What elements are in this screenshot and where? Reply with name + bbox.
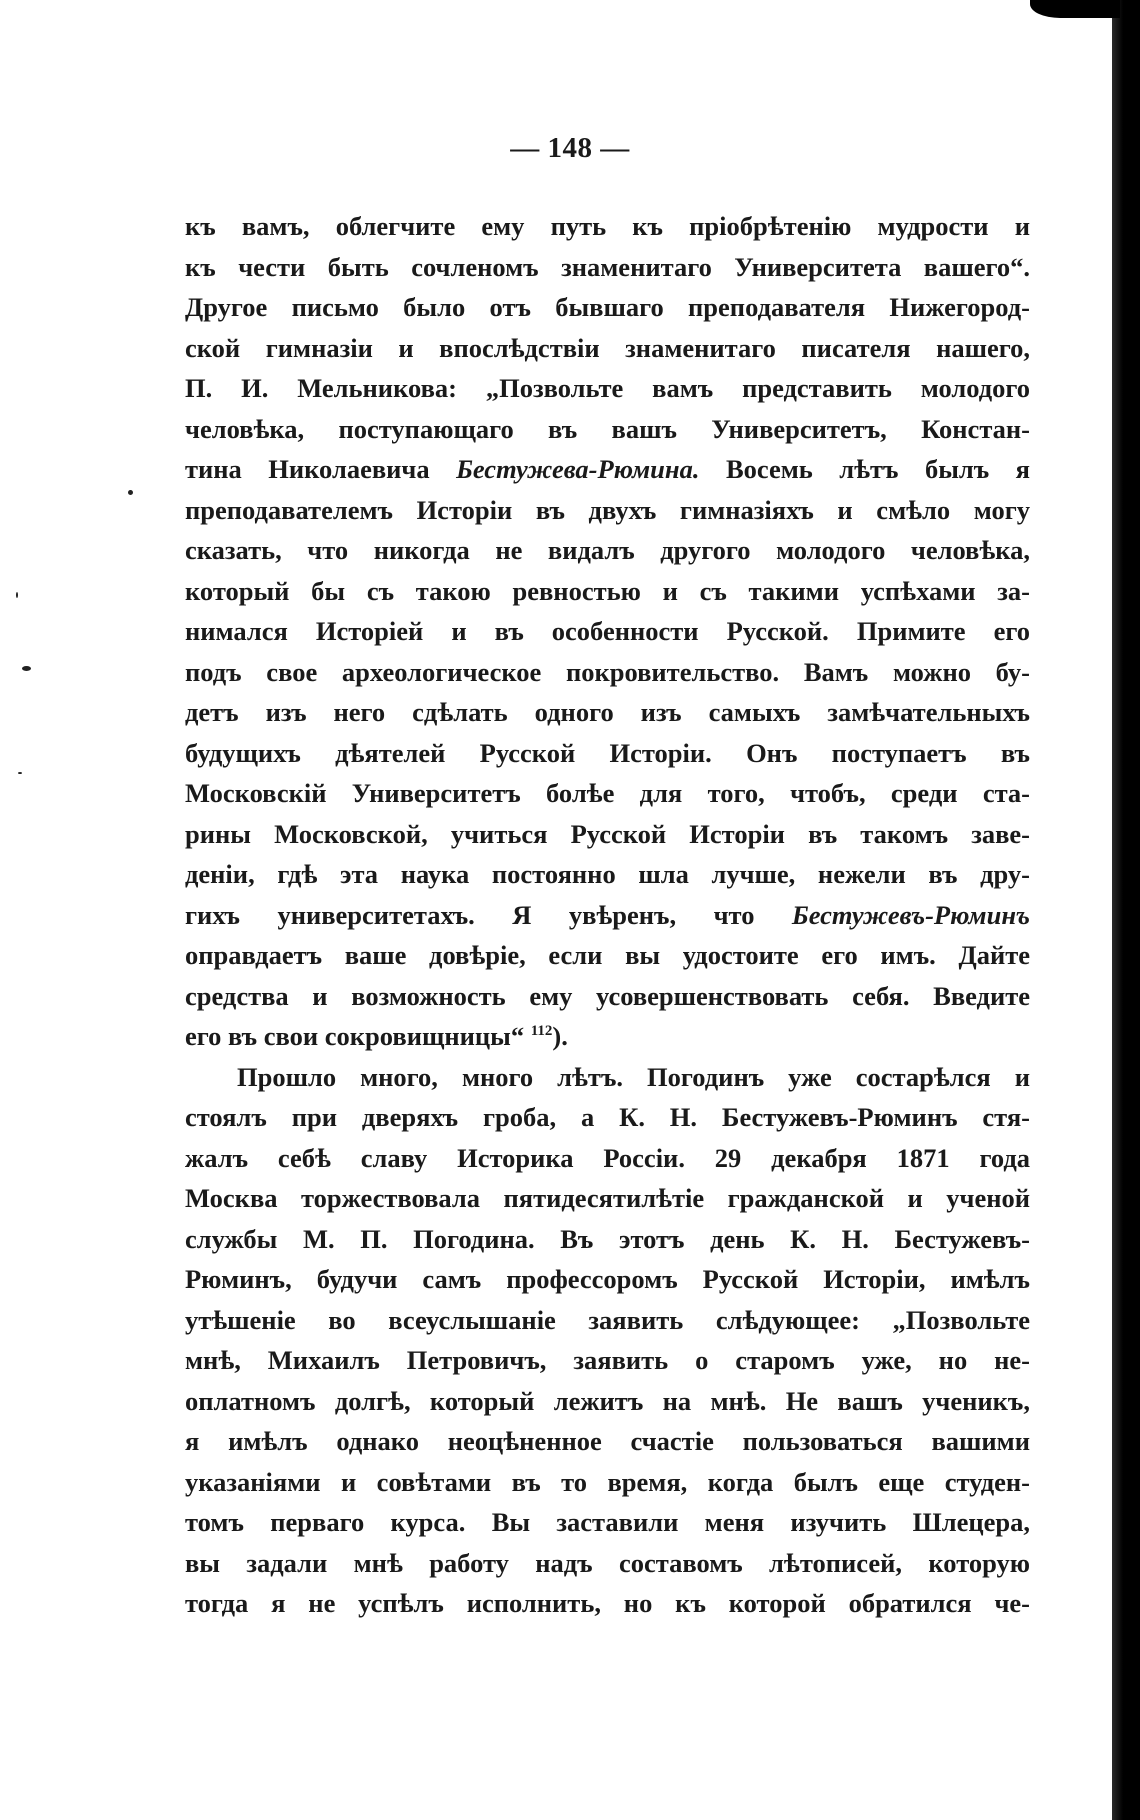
text-line [185, 733, 1030, 774]
line-text: Московскій Университетъ болѣе для того, чтобъ, среди ста- [185, 778, 1030, 808]
text-line [185, 611, 1030, 652]
line-text: его въ свои сокровищницы“ [185, 1021, 531, 1051]
scan-speck [128, 490, 133, 495]
line-text: вы задали мнѣ работу надъ составомъ лѣтописей, которую [185, 1547, 1030, 1578]
text-line [185, 854, 1030, 895]
text-line [185, 1543, 1030, 1584]
text-line [185, 1097, 1030, 1138]
line-text: будущихъ дѣятелей Русской Исторіи. Онъ поступаетъ въ [185, 737, 1030, 768]
line-text: ). [552, 1021, 568, 1051]
scan-speck [22, 666, 31, 671]
text-line [185, 1016, 1030, 1057]
line-text: къ чести быть сочленомъ знаменитаго Университета вашего“. [185, 251, 1030, 282]
text-line [185, 1462, 1030, 1503]
text-line [185, 773, 1030, 814]
text-line [185, 1138, 1030, 1179]
line-text: нимался Исторіей и въ особенности Русской. Примите его [185, 616, 1030, 646]
line-text: Другое письмо было отъ бывшаго преподавателя Нижегород- [185, 292, 1030, 322]
line-text: Москва торжествовала пятидесятилѣтіе гражданской и ученой [185, 1183, 1030, 1213]
text-line [185, 1300, 1030, 1341]
line-text: оплатномъ долгѣ, который лежитъ на мнѣ. Не вашъ ученикъ, [185, 1385, 1030, 1416]
line-text: указаніями и совѣтами въ то время, когда былъ еще студен- [185, 1466, 1030, 1497]
line-text: гихъ университетахъ. Я увѣренъ, что [185, 899, 792, 930]
line-text: стоялъ при дверяхъ гроба, а К. Н. Бестужевъ-Рюминъ стя- [185, 1102, 1030, 1132]
text-line [185, 571, 1030, 612]
text-line [185, 895, 1030, 936]
line-text: оправдаетъ ваше довѣріе, если вы удостоите его имъ. Дайте [185, 940, 1030, 970]
text-line [185, 409, 1030, 450]
footnote-ref: 112 [530, 1023, 553, 1039]
line-text: Восемь лѣтъ былъ я [699, 454, 1030, 484]
line-text: томъ перваго курса. Вы заставили меня изучить Шлецера, [185, 1507, 1030, 1537]
line-text: человѣка, поступающаго въ вашъ Университетъ, Констан- [185, 413, 1030, 444]
line-text: я имѣлъ однако неоцѣненное счастіе пользоваться вашими [185, 1426, 1030, 1456]
text-line [185, 976, 1030, 1017]
line-text: службы М. П. Погодина. Въ этотъ день К. Н. Бестужевъ- [185, 1223, 1030, 1254]
text-line [185, 1178, 1030, 1219]
text-line [185, 1219, 1030, 1260]
italic-name: Бестужевъ-Рюминъ [791, 899, 1030, 930]
text-line [185, 1259, 1030, 1300]
text-line [185, 206, 1030, 247]
text-line [185, 490, 1030, 531]
line-text: къ вамъ, облегчите ему путь къ пріобрѣтенію мудрости и [185, 211, 1030, 241]
text-line [185, 247, 1030, 288]
text-line [185, 328, 1030, 369]
scan-edge [1112, 0, 1140, 1820]
line-text: деніи, гдѣ эта наука постоянно шла лучше, нежели въ дру- [185, 859, 1030, 889]
scan-speck [18, 772, 22, 774]
text-line [185, 1057, 1030, 1098]
line-text: Рюминъ, будучи самъ профессоромъ Русской Исторіи, имѣлъ [185, 1264, 1030, 1294]
text-line [185, 368, 1030, 409]
text-line [185, 692, 1030, 733]
line-text: средства и возможность ему усовершенствовать себя. Введите [185, 980, 1030, 1011]
text-line [185, 530, 1030, 571]
scan-speck [16, 592, 18, 598]
line-text: П. И. Мельникова: „Позвольте вамъ представить молодого [185, 373, 1030, 403]
text-line [185, 1502, 1030, 1543]
text-line [185, 814, 1030, 855]
line-text: который бы съ такою ревностью и съ такими успѣхами за- [185, 575, 1030, 606]
scan-edge-top [1030, 0, 1120, 18]
line-text: подъ свое археологическое покровительство. Вамъ можно бу- [185, 656, 1030, 687]
line-text: утѣшеніе во всеуслышаніе заявить слѣдующее: „Позвольте [185, 1304, 1030, 1335]
text-line [185, 449, 1030, 490]
body-text [185, 206, 1030, 1624]
line-text: мнѣ, Михаилъ Петровичъ, заявить о старомъ уже, но не- [185, 1345, 1030, 1375]
italic-name: Бестужева-Рюмина. [456, 454, 700, 484]
line-text: детъ изъ него сдѣлать одного изъ самыхъ замѣчательныхъ [185, 697, 1030, 727]
text-line [185, 935, 1030, 976]
line-text: тогда я не успѣлъ исполнить, но къ которой обратился че- [185, 1588, 1030, 1618]
line-text: сказать, что никогда не видалъ другого молодого человѣка, [185, 535, 1030, 565]
text-line [185, 1381, 1030, 1422]
text-line [185, 1583, 1030, 1624]
line-text: тина Николаевича [185, 454, 457, 484]
text-line [185, 652, 1030, 693]
line-text: рины Московской, учиться Русской Исторіи въ такомъ заве- [185, 818, 1030, 849]
text-line [185, 1340, 1030, 1381]
text-line [185, 1421, 1030, 1462]
text-line [185, 287, 1030, 328]
page-number: — 148 — [510, 132, 630, 164]
line-text: ской гимназіи и впослѣдствіи знаменитаго писателя нашего, [185, 332, 1030, 363]
line-text: Прошло много, много лѣтъ. Погодинъ уже состарѣлся и [237, 1061, 1030, 1092]
line-text: жалъ себѣ славу Историка Россіи. 29 декабря 1871 года [185, 1142, 1030, 1173]
line-text: преподавателемъ Исторіи въ двухъ гимназіяхъ и смѣло могу [185, 494, 1030, 525]
